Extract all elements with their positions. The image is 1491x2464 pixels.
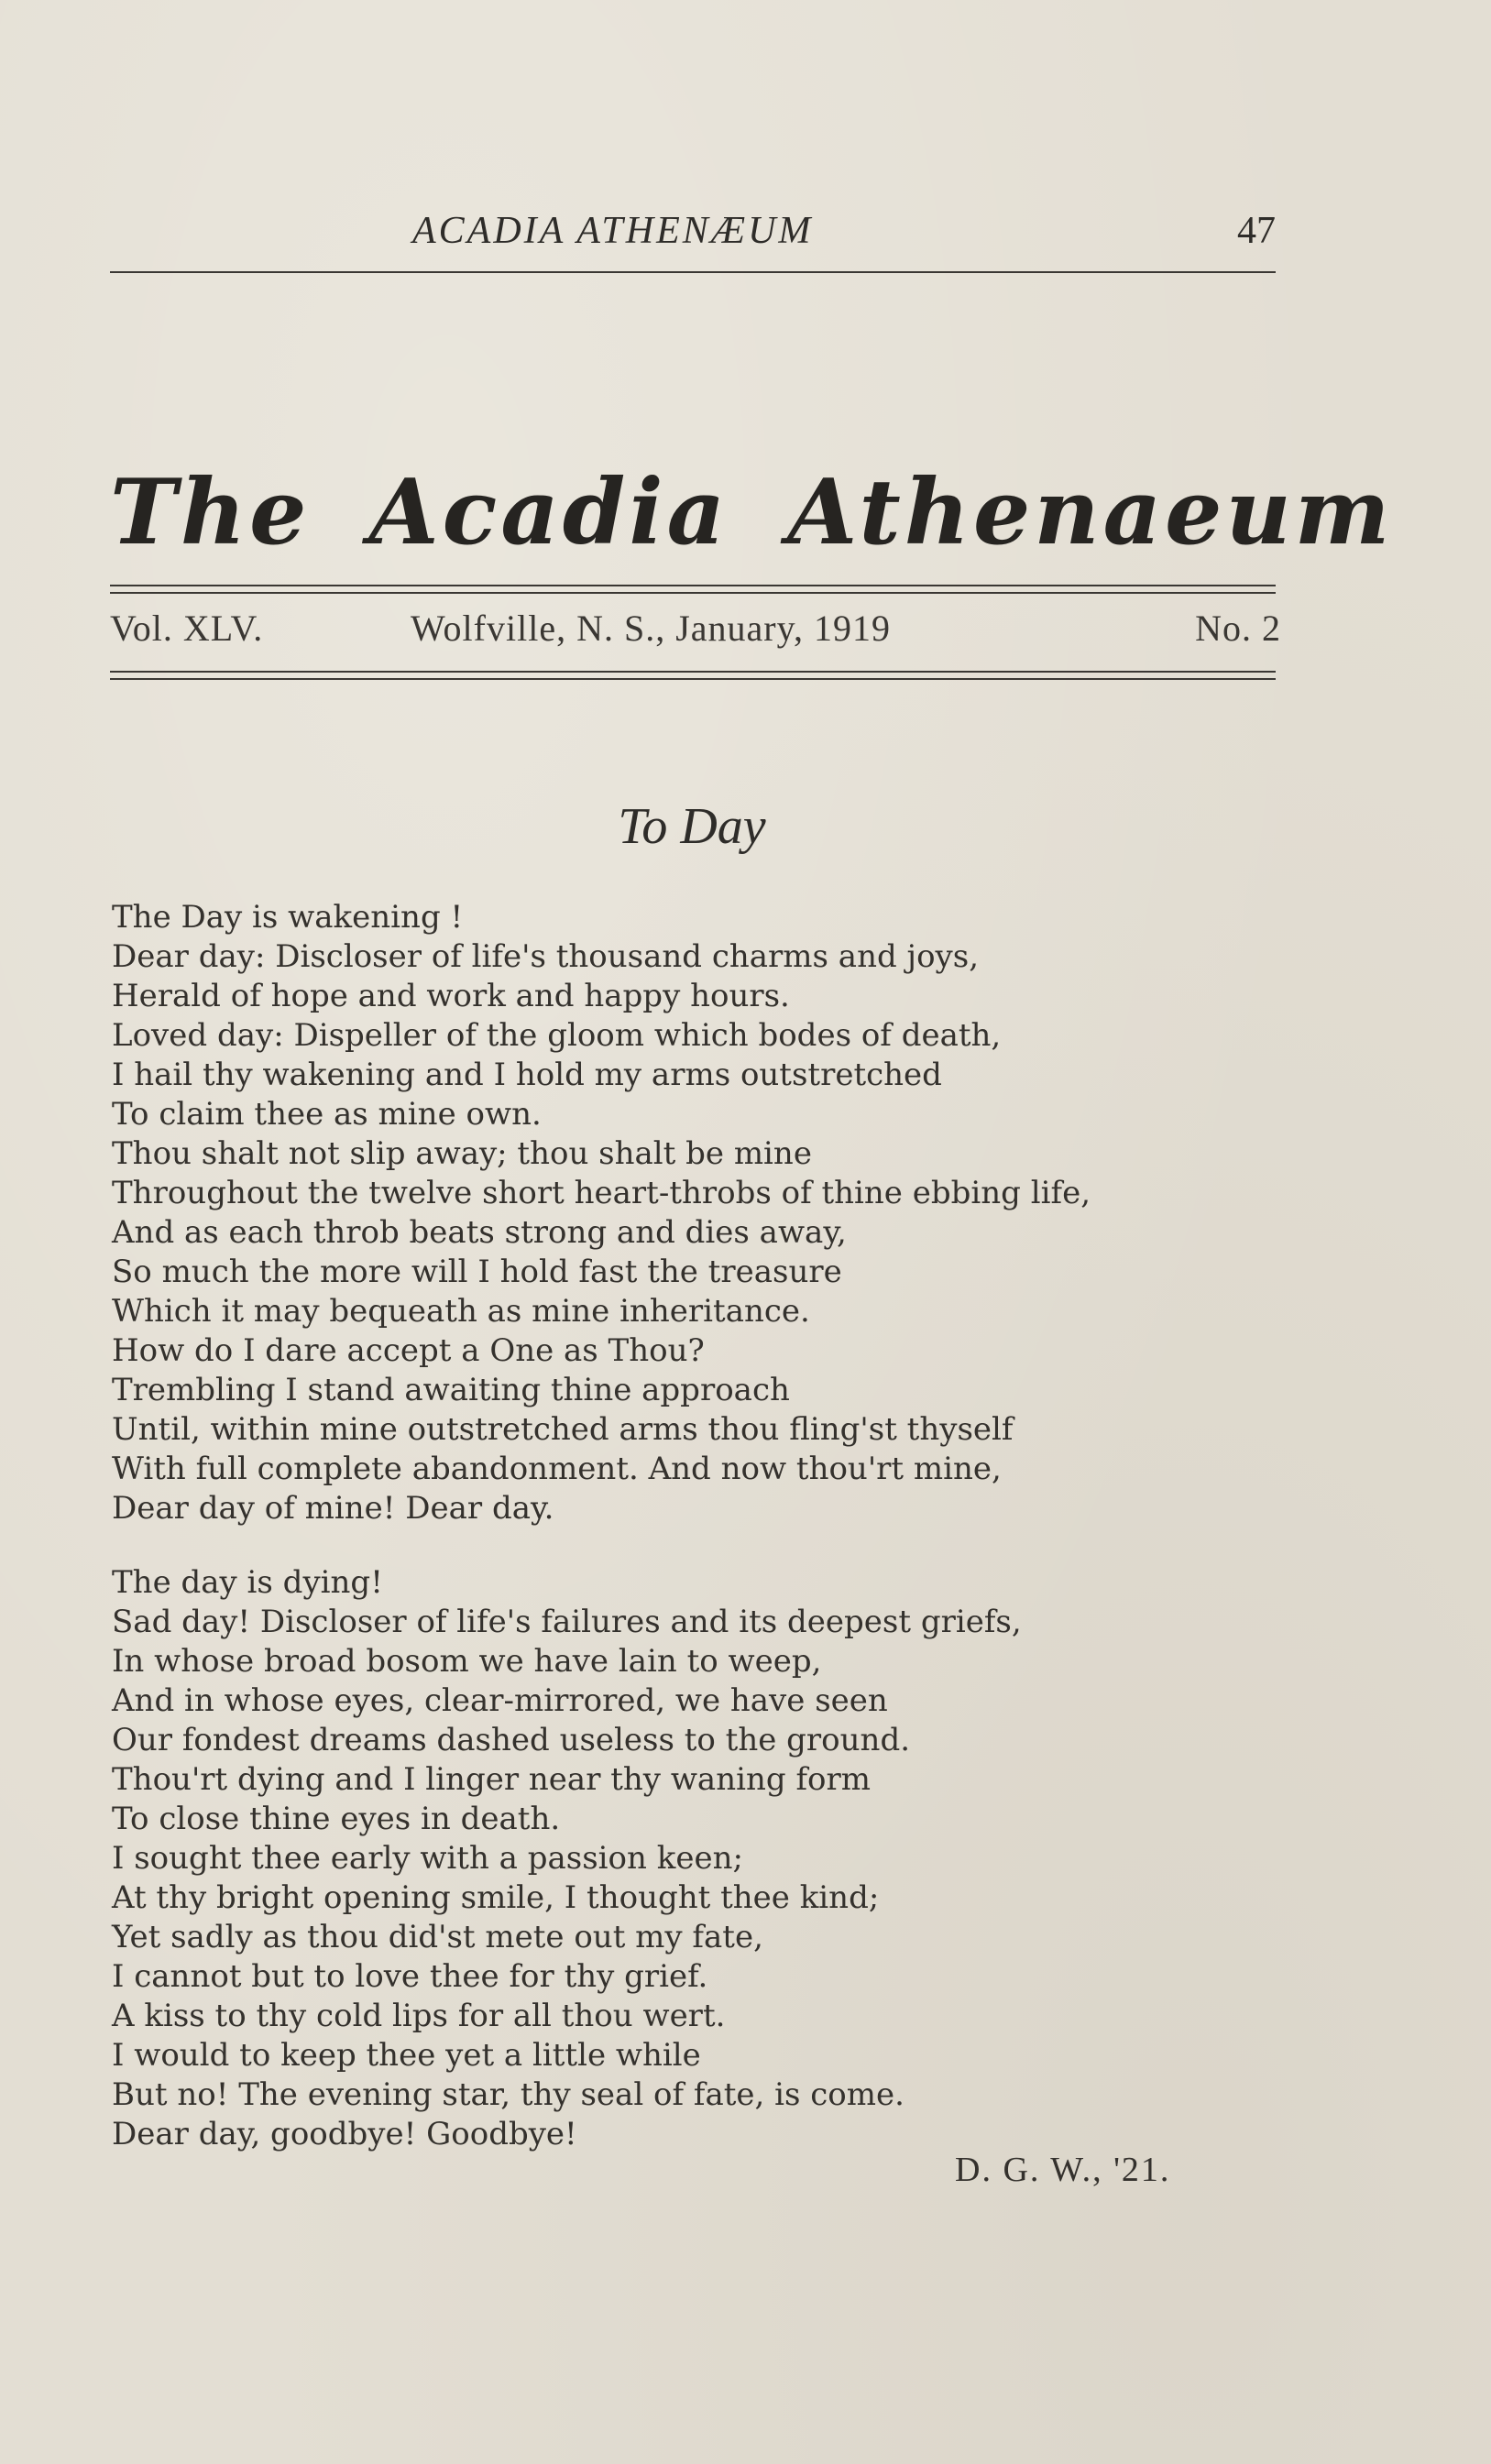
poem-line: Trembling I stand awaiting thine approach	[112, 1372, 790, 1408]
poem-line: Which it may bequeath as mine inheritance.	[112, 1293, 810, 1330]
poem-line: Dear day, goodbye! Goodbye!	[112, 2116, 577, 2152]
poem-line: The Day is wakening !	[112, 899, 464, 936]
poem-line: And in whose eyes, clear-mirrored, we have seen	[112, 1682, 888, 1719]
poem-line: I hail thy wakening and I hold my arms outstretched	[112, 1057, 942, 1093]
poem-line: Until, within mine outstretched arms thou fling'st thyself	[112, 1411, 1014, 1448]
poem-signature: D. G. W., '21.	[955, 2151, 1171, 2189]
page-number: 47	[1237, 210, 1276, 252]
poem-line: With full complete abandonment. And now thou'rt mine,	[112, 1451, 1002, 1487]
poem-title: To Day	[618, 798, 766, 855]
volume-label: Vol. XLV.	[110, 608, 264, 649]
masthead-rule-top-2	[110, 592, 1276, 594]
poem-line: And as each throb beats strong and dies away,	[112, 1214, 847, 1251]
poem-line: Herald of hope and work and happy hours.	[112, 978, 790, 1014]
issue-line	[110, 607, 1281, 658]
running-header	[110, 209, 1276, 273]
poem-line: Our fondest dreams dashed useless to the ground.	[112, 1722, 911, 1758]
masthead-rule-top-1	[110, 585, 1276, 586]
poem-line: To close thine eyes in death.	[112, 1801, 561, 1837]
poem-line: To claim thee as mine own.	[112, 1096, 542, 1133]
poem-line: So much the more will I hold fast the treasure	[112, 1254, 842, 1290]
masthead-title: The Acadia Athenaeum	[110, 460, 1394, 565]
poem-line: In whose broad bosom we have lain to weep,	[112, 1643, 822, 1680]
poem-line: Throughout the twelve short heart-throbs of thine ebbing life,	[112, 1175, 1091, 1211]
poem-line: At thy bright opening smile, I thought thee kind;	[112, 1879, 880, 1916]
poem-line: Dear day of mine! Dear day.	[112, 1490, 554, 1527]
place-date-label: Wolfville, N. S., January, 1919	[411, 608, 892, 649]
poem-line: I sought thee early with a passion keen;	[112, 1840, 743, 1877]
poem-line: The day is dying!	[112, 1564, 383, 1601]
poem-line: How do I dare accept a One as Thou?	[112, 1332, 705, 1369]
masthead	[110, 458, 1394, 568]
poem-line: But no! The evening star, thy seal of fate, is come.	[112, 2076, 904, 2113]
poem-line: Dear day: Discloser of life's thousand charms and joys,	[112, 938, 980, 975]
poem-line: Sad day! Discloser of life's failures and its deepest griefs,	[112, 1604, 1022, 1640]
issue-number-label: No. 2	[1195, 608, 1281, 649]
poem-stanza-2	[112, 1563, 1022, 2154]
poem-line: Loved day: Dispeller of the gloom which bodes of death,	[112, 1017, 1002, 1054]
header-rule	[110, 271, 1276, 273]
poem-line: Yet sadly as thou did'st mete out my fate,	[112, 1919, 763, 1955]
poem-line: A kiss to thy cold lips for all thou wert.	[112, 1998, 726, 2034]
poem-stanza-1	[112, 898, 1091, 1528]
poem-line: I would to keep thee yet a little while	[112, 2037, 701, 2074]
running-title: ACADIA ATHENÆUM	[412, 210, 814, 252]
poem-line: Thou shalt not slip away; thou shalt be mine	[112, 1135, 812, 1172]
poem-line: Thou'rt dying and I linger near thy waning form	[112, 1761, 871, 1798]
masthead-rule-bottom-2	[110, 678, 1276, 680]
poem-line: I cannot but to love thee for thy grief.	[112, 1958, 708, 1995]
masthead-rule-bottom-1	[110, 671, 1276, 673]
